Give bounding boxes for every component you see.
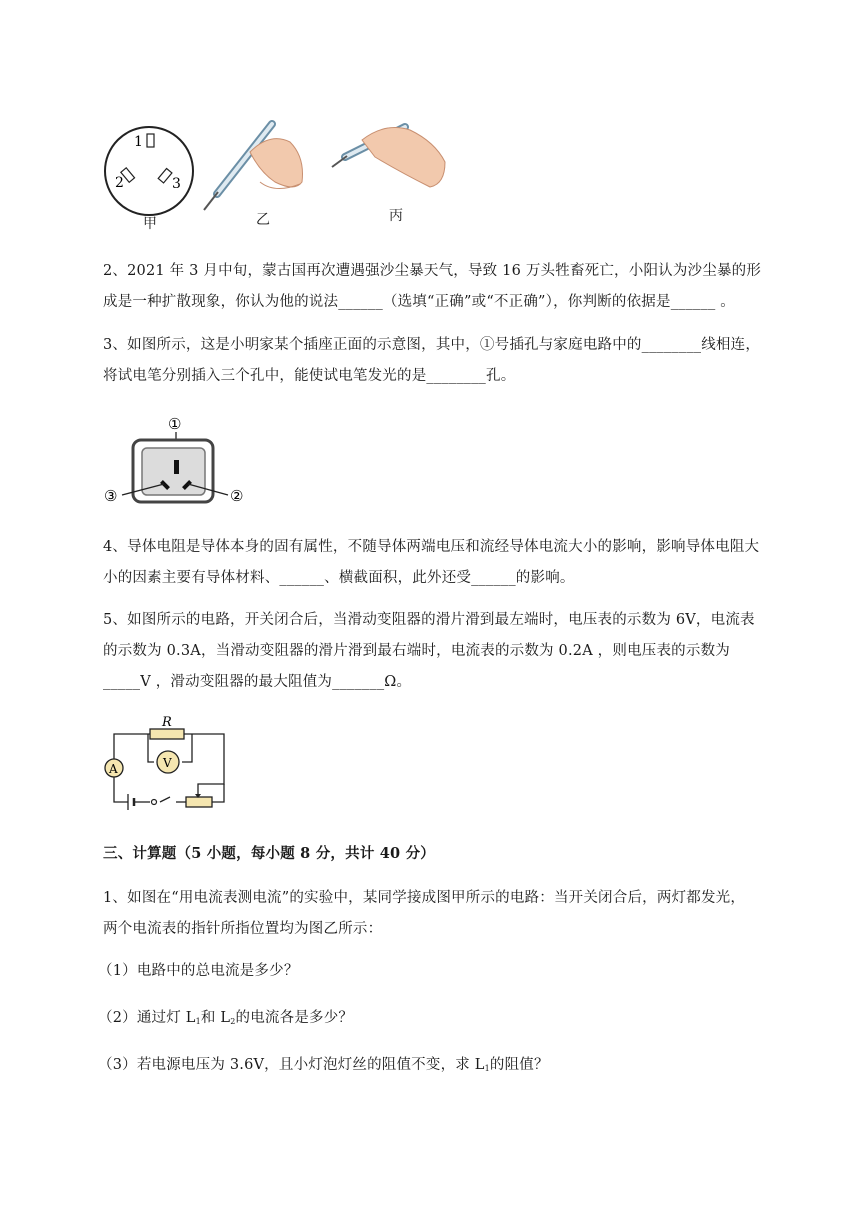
voltmeter-label: V bbox=[163, 756, 172, 770]
question-5-line-2: 的示数为 0.3A，当滑动变阻器的滑片滑到最右端时，电流表的示数为 0.2A ，则电压表的示数为 bbox=[103, 643, 730, 659]
socket-label-1: 1 bbox=[134, 134, 143, 150]
section-3-question-1-line-1: 1、如图在“用电流表测电流”的实验中，某同学接成图甲所示的电路：当开关闭合后，两灯都发光， bbox=[103, 890, 746, 906]
question-4-line-2: 小的因素主要有导体材料、______、横截面积，此外还受______的影响。 bbox=[103, 570, 575, 586]
question-3 bbox=[103, 330, 803, 392]
socket-hole-1 bbox=[147, 134, 154, 147]
resistor-R bbox=[150, 729, 184, 739]
resistor-label: R bbox=[162, 715, 172, 730]
sub-question-1: （1）电路中的总电流是多少？ bbox=[98, 963, 299, 979]
question-3-line-1: 3、如图所示，这是小明家某个插座正面的示意图，其中，①号插孔与家庭电路中的________线相连， bbox=[103, 337, 761, 353]
figure-circuit bbox=[100, 712, 230, 812]
figure-socket-front bbox=[100, 410, 260, 510]
sub-question-3-part-a: （3）若电源电压为 3.6V，且小灯泡灯丝的阻值不变，求 L bbox=[98, 1057, 485, 1073]
caption-jia: 甲 bbox=[143, 216, 157, 232]
question-2-line-1: 2、2021 年 3 月中旬，蒙古国再次遭遇强沙尘暴天气，导致 16 万头牲畜死亡，小阳认为沙尘暴的形 bbox=[103, 263, 762, 279]
question-5-line-1: 5、如图所示的电路，开关闭合后，当滑动变阻器的滑片滑到最左端时，电压表的示数为 6V，电流表 bbox=[103, 612, 755, 628]
sub-question-3-part-c: 的阻值？ bbox=[489, 1057, 549, 1073]
testpen-grip-a-illustration bbox=[204, 124, 303, 210]
question-4-line-1: 4、导体电阻是导体本身的固有属性，不随导体两端电压和流经导体电流大小的影响，影响导体电阻大 bbox=[103, 539, 760, 555]
section-3-question-1-line-2: 两个电流表的指针所指位置均为图乙所示： bbox=[103, 921, 383, 937]
switch-contact bbox=[152, 800, 157, 805]
testpen-grip-b-illustration bbox=[332, 127, 445, 187]
caption-bing: 丙 bbox=[389, 208, 403, 224]
sub-question-2-part-c: 的电流各是多少？ bbox=[235, 1010, 354, 1026]
sub-question-2-part-b: 和 L bbox=[200, 1010, 231, 1026]
question-2-line-2: 成是一种扩散现象，你认为他的说法______（选填“正确”或“不正确”），你判断的依据是______ 。 bbox=[103, 294, 735, 310]
question-5-line-3: _____V ，滑动变阻器的最大阻值为_______Ω。 bbox=[103, 674, 412, 690]
question-5 bbox=[103, 605, 803, 698]
subscript-1: 1 bbox=[484, 1064, 490, 1073]
socket-label-2: 2 bbox=[115, 175, 124, 191]
subscript-1: 1 bbox=[195, 1017, 201, 1026]
socket-front-label-3: ③ bbox=[104, 487, 118, 505]
subscript-2: 2 bbox=[230, 1017, 236, 1026]
sub-question-2 bbox=[98, 1003, 798, 1037]
ammeter-label: A bbox=[109, 762, 118, 776]
socket-front-hole-1 bbox=[174, 460, 179, 474]
caption-yi: 乙 bbox=[256, 212, 270, 228]
socket-front-label-2: ② bbox=[230, 487, 244, 505]
question-3-line-2: 将试电笔分别插入三个孔中，能使试电笔发光的是________孔。 bbox=[103, 368, 516, 384]
socket-front-label-1: ① bbox=[168, 415, 182, 433]
socket-label-3: 3 bbox=[172, 176, 181, 192]
question-4 bbox=[103, 532, 803, 594]
question-2 bbox=[103, 256, 803, 318]
section-3-question-1 bbox=[103, 883, 803, 945]
rheostat bbox=[186, 797, 212, 807]
sub-question-2-part-a: （2）通过灯 L bbox=[98, 1010, 196, 1026]
sub-question-3 bbox=[98, 1050, 798, 1084]
section-3-heading: 三、计算题（5 小题，每小题 8 分，共计 40 分） bbox=[103, 845, 435, 862]
